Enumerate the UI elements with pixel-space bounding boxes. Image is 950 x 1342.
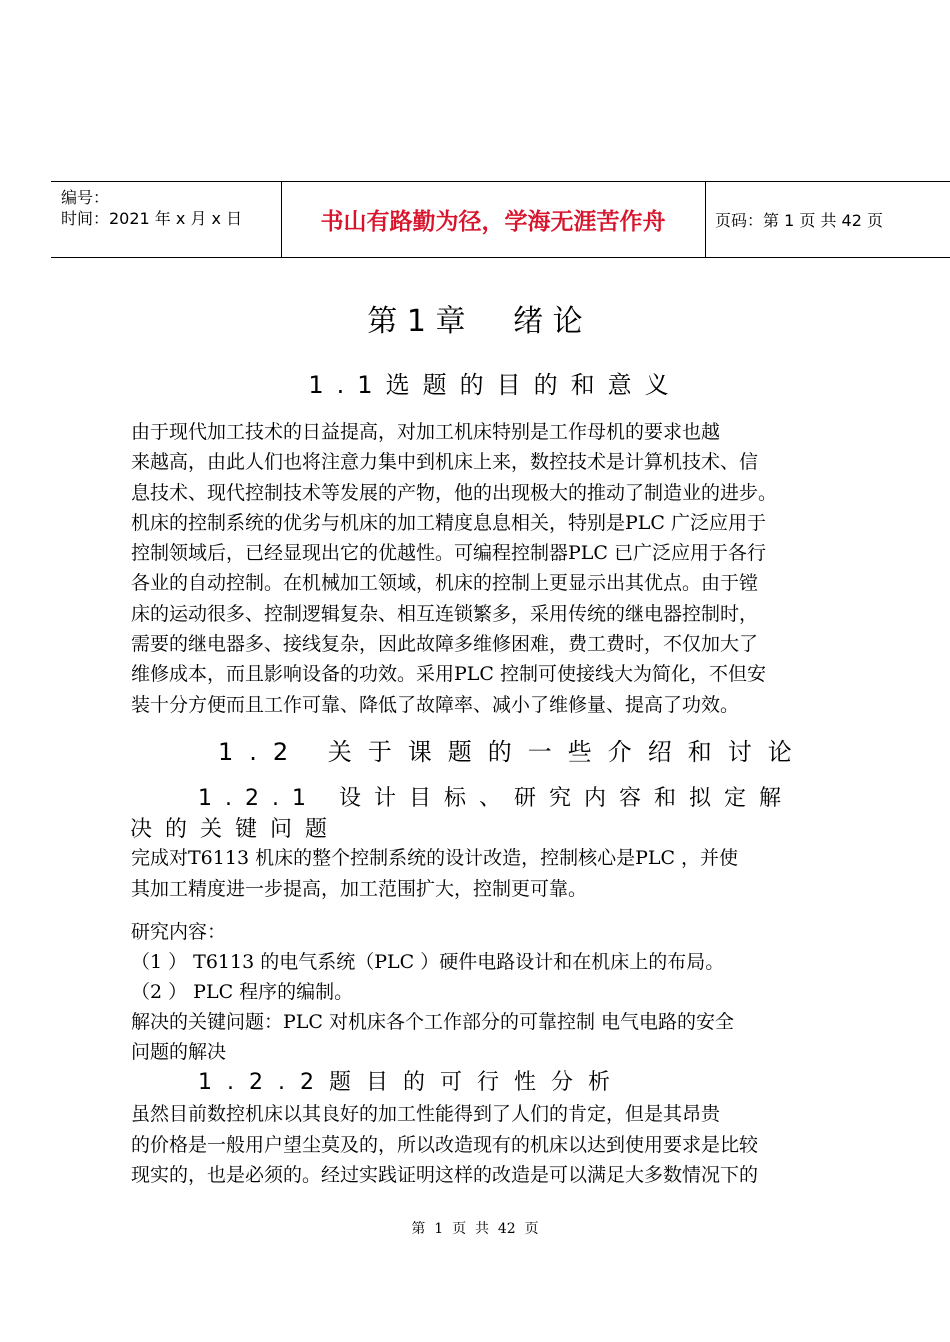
paragraph-line: 息技术、现代控制技术等发展的产物，他的出现极大的推动了制造业的进步。 <box>131 482 778 504</box>
paragraph-line: 由于现代加工技术的日益提高，对加工机床特别是工作母机的要求也越 <box>131 421 721 443</box>
header-meta <box>61 187 242 229</box>
research-item: （2 ） PLC 程序的编制。 <box>131 981 354 1003</box>
research-label: 研究内容： <box>131 921 227 943</box>
key-problem-line: 解决的关键问题：PLC 对机床各个工作部分的可靠控制 电气电路的安全 <box>131 1011 735 1033</box>
subsection-title-1-2-1: 1.2.1 设计目标、研究内容和拟定解 <box>198 786 794 811</box>
paragraph-line: 维修成本，而且影响设备的功效。采用PLC 控制可使接线大为简化，不但安 <box>131 663 766 685</box>
paragraph-line: 虽然目前数控机床以其良好的加工性能得到了人们的肯定，但是其昂贵 <box>131 1103 721 1125</box>
header-divider-right <box>705 182 706 257</box>
research-item: （1 ） T6113 的电气系统（PLC ）硬件电路设计和在机床上的布局。 <box>131 951 725 973</box>
paragraph-line: 各业的自动控制。在机械加工领域，机床的控制上更显示出其优点。由于镗 <box>131 572 759 594</box>
number-label: 编号： <box>61 188 110 207</box>
paragraph-line: 床的运动很多、控制逻辑复杂、相互连锁繁多，采用传统的继电器控制时， <box>131 603 759 625</box>
chapter-title: 第 1 章 绪 论 <box>367 304 583 339</box>
section-title-1-2: 1.2 关于课题的一些介绍和讨论 <box>218 738 808 766</box>
subsection-title-1-2-2: 1.2.2题目的可行性分析 <box>198 1070 625 1095</box>
paragraph-line: 其加工精度进一步提高，加工范围扩大，控制更可靠。 <box>131 878 588 900</box>
page-footer: 第 1 页 共 42 页 <box>411 1221 539 1237</box>
key-problem-line: 问题的解决 <box>131 1041 227 1063</box>
document-header <box>51 181 950 258</box>
time-label: 时间：2021 年 x 月 x 日 <box>61 209 243 228</box>
paragraph-line: 的价格是一般用户望尘莫及的，所以改造现有的机床以达到使用要求是比较 <box>131 1134 759 1156</box>
paragraph-line: 装十分方便而且工作可靠、降低了故障率、减小了维修量、提高了功效。 <box>131 694 740 716</box>
paragraph-line: 现实的，也是必须的。经过实践证明这样的改造是可以满足大多数情况下的 <box>131 1164 759 1186</box>
paragraph-line: 控制领域后，已经显现出它的优越性。可编程控制器PLC 已广泛应用于各行 <box>131 542 766 564</box>
section-title-1-1: 1.1选题的目的和意义 <box>308 371 682 399</box>
paragraph-line: 机床的控制系统的优劣与机床的加工精度息息相关，特别是PLC 广泛应用于 <box>131 512 766 534</box>
header-motto: 书山有路勤为径，学海无涯苦作舟 <box>320 209 666 235</box>
paragraph-line: 来越高，由此人们也将注意力集中到机床上来，数控技术是计算机技术、信 <box>131 451 759 473</box>
paragraph-line: 完成对T6113 机床的整个控制系统的设计改造，控制核心是PLC ，并使 <box>131 847 739 869</box>
subsection-title-1-2-1-cont: 决的关键问题 <box>130 817 341 842</box>
header-page-info: 页码：第 1 页 共 42 页 <box>715 211 883 230</box>
paragraph-line: 需要的继电器多、接线复杂，因此故障多维修困难，费工费时，不仅加大了 <box>131 633 759 655</box>
